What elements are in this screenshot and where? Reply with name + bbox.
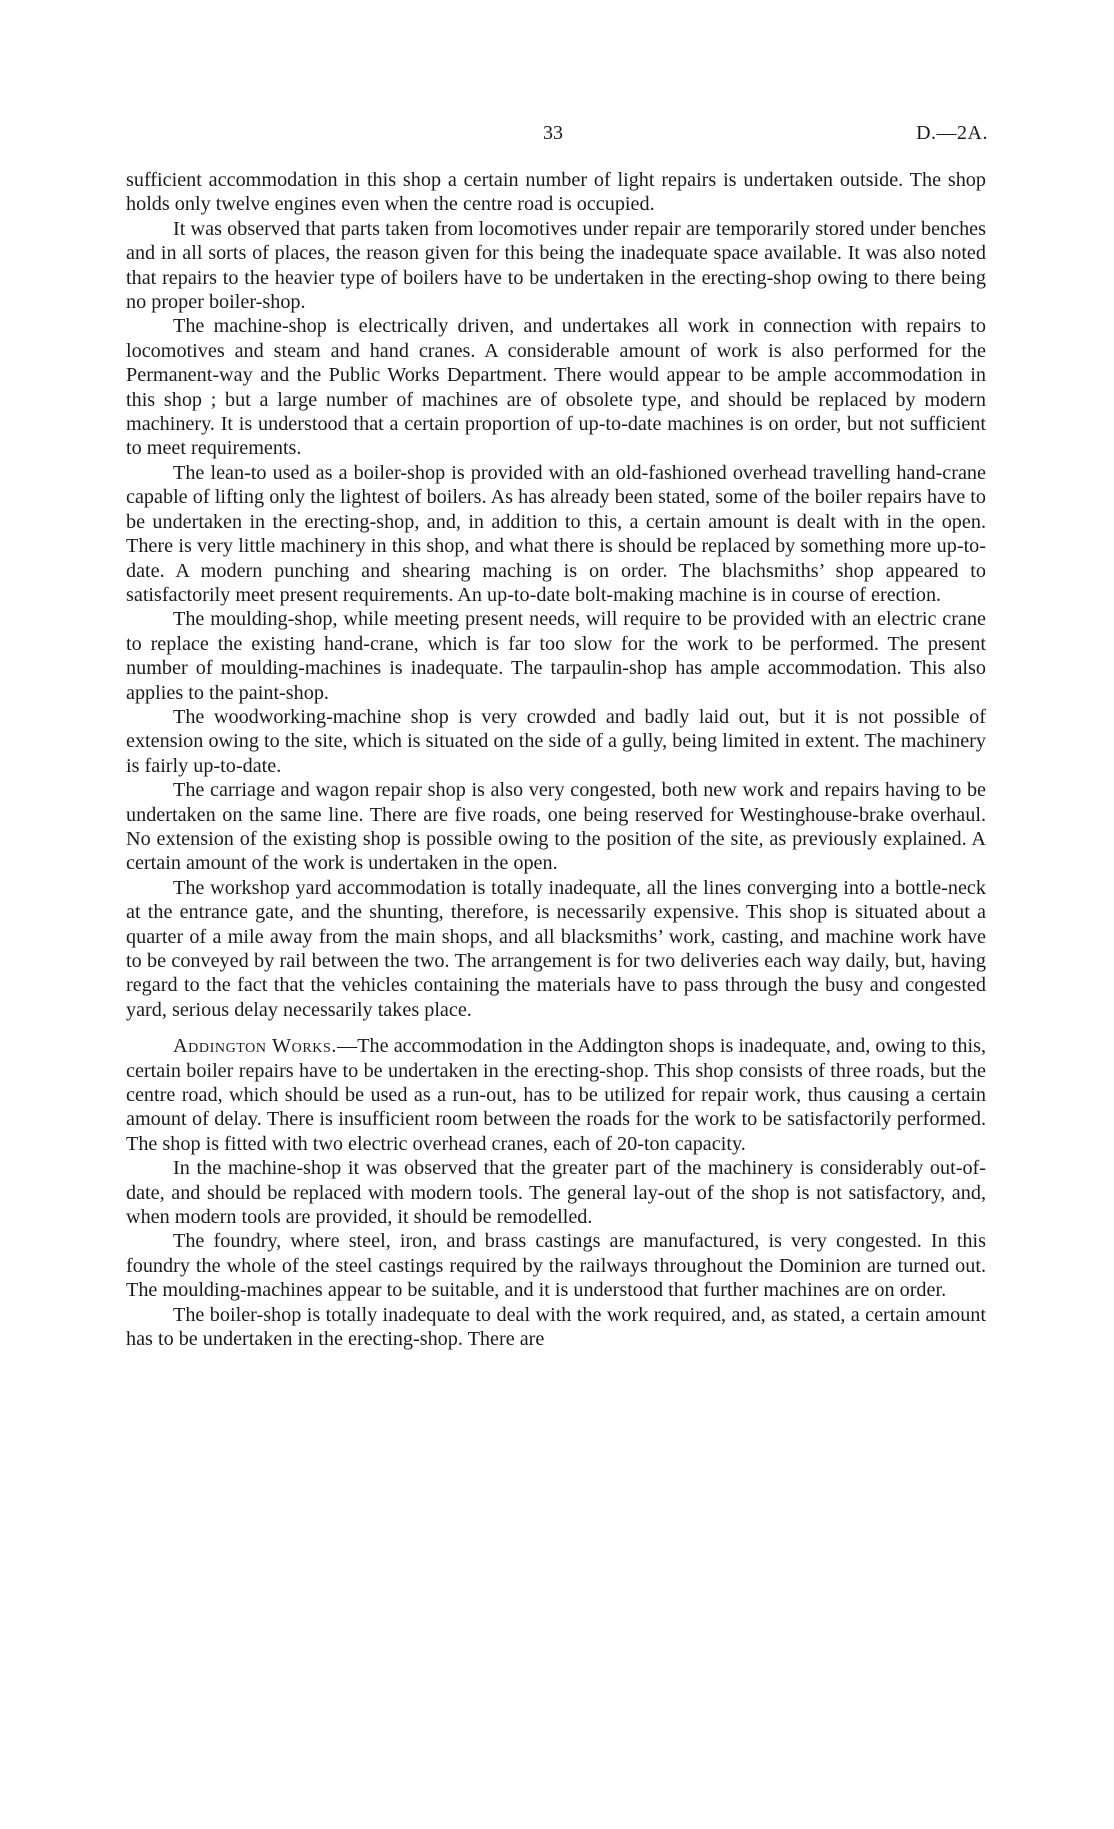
paragraph-moulding-shop: The moulding-shop, while meeting present needs, will require to be provided with an electric crane to replace the existing hand-crane, which is far too slow for the work to be performed. The present number of moulding-machines is inadequate. The tarpaulin-shop has ample accommodation. This also applies to the paint-shop. xyxy=(126,608,986,704)
section-heading-addington-works: Addington Works. xyxy=(173,1035,338,1058)
paragraph-machine-shop: The machine-shop is electrically driven, and undertakes all work in connection with repairs to locomotives and steam and hand cranes. A considerable amount of work is also performed for the Permanent-way and the Public Works Department. There would appear to be ample accommodation in this shop ; but a large number of machines are of obsolete type, and should be replaced by modern machinery. It is understood that a certain proportion of up-to-date machines is on order, but not sufficient to meet requirements. xyxy=(126,315,986,460)
paragraph-addington-boiler-shop: The boiler-shop is totally inadequate to deal with the work required, and, as stated, a certain amount has to be undertaken in the erecting-shop. There are xyxy=(126,1303,986,1351)
paragraph-addington-works xyxy=(126,1034,986,1156)
page-header xyxy=(0,118,1114,148)
doc-ref-prefix: D.—2 xyxy=(916,122,968,144)
addington-lead-text: —The accommodation in the Addington shops is inadequate, and, owing to this, certain boiler repairs have to be undertaken in the erecting-shop. This shop consists of three roads, but the centre road, which should be used as a run-out, has to be utilized for repair work, thus causing a certain amount of delay. There is insufficient room between the roads for the work to be satisfactorily performed. The shop is fitted with two electric overhead cranes, each of 20-ton capacity. xyxy=(126,1035,986,1155)
paragraph-parts-storage: It was observed that parts taken from locomotives under repair are temporarily stored under benches and in all sorts of places, the reason given for this being the inadequate space available. It was also noted that repairs to the heavier type of boilers have to be undertaken in the erecting-shop owing to there being no proper boiler-shop. xyxy=(126,217,986,314)
paragraph-workshop-yard: The workshop yard accommodation is totally inadequate, all the lines converging into a bottle-neck at the entrance gate, and the shunting, therefore, is necessarily expensive. This shop is situated about a quarter of a mile away from the main shops, and all blacksmiths’ work, casting, and machine work have to be conveyed by rail between the two. The arrangement is for two deliveries each way daily, but, having regard to the fact that the vehicles containing the materials have to pass through the busy and congested yard, serious delay necessarily takes place. xyxy=(126,876,986,1021)
paragraph-carriage-wagon-shop: The carriage and wagon repair shop is also very congested, both new work and repairs having to be undertaken on the same line. There are five roads, one being reserved for Westinghouse-brake overhaul. No extension of the existing shop is possible owing to the position of the site, as previously explained. A certain amount of the work is undertaken in the open. xyxy=(126,779,986,875)
document-reference xyxy=(916,118,988,148)
page-number: 33 xyxy=(543,122,563,144)
doc-ref-end: . xyxy=(982,122,988,144)
paragraph-boiler-shop: The lean-to used as a boiler-shop is provided with an old-fashioned overhead travelling hand-crane capable of lifting only the lightest of boilers. As has already been stated, some of the boiler repairs have to be undertaken in the erecting-shop, and, in addition to this, a certain amount is dealt with in the open. There is very little machinery in this shop, and what there is should be replaced by something more up-to-date. A modern punching and shearing maching is on order. The blachsmiths’ shop appeared to satisfactorily meet present requirements. An up-to-date bolt-making machine is in course of erection. xyxy=(126,461,986,606)
paragraph-addington-machine-shop: In the machine-shop it was observed that the greater part of the machinery is considerably out-of-date, and should be replaced with modern tools. The general lay-out of the shop is not satisfactory, and, when modern tools are provided, it should be remodelled. xyxy=(126,1157,986,1229)
paragraph-continuation: sufficient accommodation in this shop a certain number of light repairs is undertaken outside. The shop holds only twelve engines even when the centre road is occupied. xyxy=(126,169,986,216)
paragraph-addington-foundry: The foundry, where steel, iron, and brass castings are manufactured, is very congested. In this foundry the whole of the steel castings required by the railways throughout the Dominion are turned out. The moulding-machines appear to be suitable, and it is understood that further machines are on order. xyxy=(126,1230,986,1302)
doc-ref-suffix: A xyxy=(967,122,983,144)
body-text xyxy=(126,168,986,1352)
paragraph-woodworking-shop: The woodworking-machine shop is very crowded and badly laid out, but it is not possible of extension owing to the site, which is situated on the side of a gully, being limited in extent. The machinery is fairly up-to-date. xyxy=(126,705,986,777)
